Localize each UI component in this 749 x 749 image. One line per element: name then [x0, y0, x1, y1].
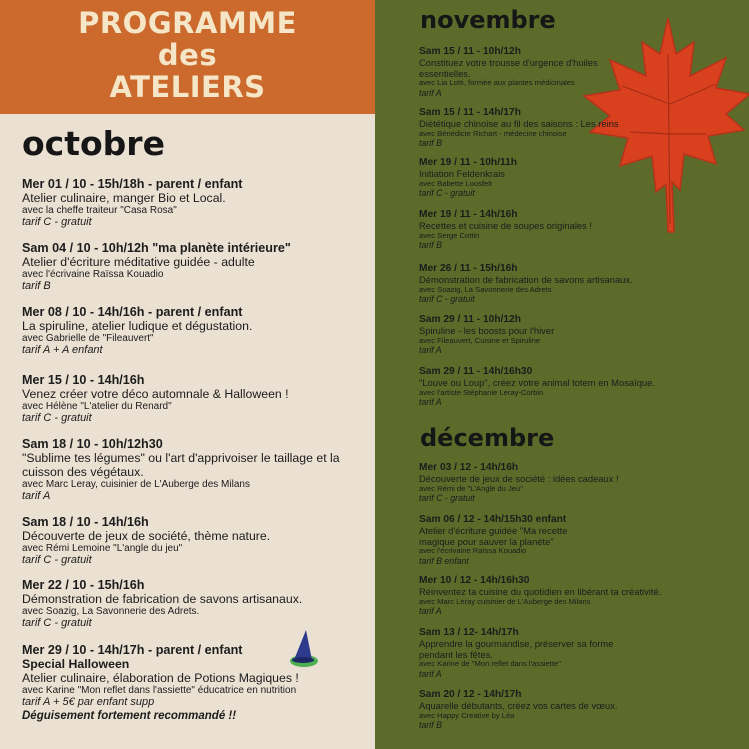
event-special: Special Halloween	[22, 657, 130, 671]
event-title: Démonstration de fabrication de savons artisanaux.	[419, 274, 633, 285]
event-oct-1	[22, 177, 362, 229]
event-title: Atelier culinaire, élaboration de Potions Magiques !	[22, 671, 299, 685]
event-tarif: tarif C - gratuit	[22, 216, 92, 228]
event-tarif: tarif C - gratuit	[419, 294, 475, 304]
event-tarif: tarif C - gratuit	[22, 617, 92, 629]
event-tarif: tarif A	[419, 345, 442, 355]
event-host: avec Marc Leray, cuisinier de L'Auberge des Milans	[22, 479, 250, 490]
event-note: Déguisement fortement recommandé !!	[22, 710, 237, 722]
event-oct-2	[22, 241, 362, 293]
event-title: Découverte de jeux de société, thème nature.	[22, 529, 271, 543]
event-date: Mer 01 / 10 - 15h/18h - parent / enfant	[22, 177, 243, 191]
event-dec-2	[419, 514, 589, 566]
event-title: La spiruline, atelier ludique et dégustation.	[22, 319, 253, 333]
event-host: avec l'écrivaine Raïssa Kouadio	[22, 269, 164, 280]
event-tarif: tarif C - gratuit	[419, 493, 475, 503]
event-title: Apprendre la gourmandise, préserver sa forme pendant les fêtes.	[419, 638, 614, 660]
event-date: Mer 29 / 10 - 14h/17h - parent / enfant	[22, 643, 243, 657]
event-host: avec Soazig, La Savonnerie des Adrets	[419, 284, 552, 294]
event-date: Mer 22 / 10 - 15h/16h	[22, 578, 145, 592]
event-host: avec Serge Cottin	[419, 230, 480, 240]
event-dec-3	[419, 575, 729, 616]
event-title: Spiruline - les boosts pour l'hiver	[419, 325, 555, 336]
event-host: avec Soazig, La Savonnerie des Adrets.	[22, 606, 200, 617]
event-title: Réinventez ta cuisine du quotidien en libérant ta créativité.	[419, 586, 662, 597]
event-title: Recettes et cuisine de soupes originales !	[419, 220, 593, 231]
event-title: Initiation Feldenkrais	[419, 168, 505, 179]
event-host: avec Lia Lotti, formée aux plantes médicinales	[419, 78, 575, 87]
event-oct-5	[22, 437, 340, 503]
event-tarif: tarif C - gratuit	[419, 188, 475, 198]
event-dec-4	[419, 627, 649, 679]
event-tarif: tarif B	[419, 138, 442, 148]
event-tarif: tarif B enfant	[419, 555, 469, 566]
event-title: Constituez votre trousse d'urgence d'huiles essentielles.	[419, 57, 598, 79]
event-host: avec Fileauvert, Cuisine et Spiruline	[419, 335, 541, 345]
event-nov-3	[419, 157, 659, 198]
event-title: "Louve ou Loup", créez votre animal totem en Mosaïque.	[419, 377, 655, 388]
event-date: Sam 18 / 10 - 10h/12h30	[22, 437, 163, 451]
event-date: Sam 04 / 10 - 10h/12h "ma planète intérieure"	[22, 241, 291, 255]
event-oct-6	[22, 515, 362, 567]
witch-hat-icon	[286, 628, 322, 670]
event-title: Aquarelle débutants, créez vos cartes de vœux.	[419, 700, 618, 711]
event-date: Mer 19 / 11 - 14h/16h	[419, 209, 518, 220]
event-tarif: tarif A	[22, 490, 51, 502]
event-host: avec Rémi de "L'Angle du Jeu"	[419, 483, 523, 493]
event-oct-7	[22, 578, 362, 630]
event-tarif: tarif A	[419, 668, 442, 679]
header-banner	[0, 0, 375, 114]
event-title: Atelier culinaire, manger Bio et Local.	[22, 191, 226, 205]
event-date: Sam 29 / 11 - 14h/16h30	[419, 366, 533, 377]
event-nov-7	[419, 366, 729, 407]
event-tarif: tarif C - gratuit	[22, 412, 92, 424]
event-date: Mer 03 / 12 - 14h/16h	[419, 462, 519, 473]
event-date: Sam 20 / 12 - 14h/17h	[419, 689, 522, 700]
event-tarif: tarif A + 5€ par enfant supp	[22, 696, 155, 708]
header-line-2: des	[157, 38, 218, 72]
event-date: Sam 15 / 11 - 14h/17h	[419, 107, 521, 118]
event-title: Atelier d'écriture méditative guidée - adulte	[22, 255, 255, 269]
event-host: avec l'écrivaine Raïssa Kouadio	[419, 546, 527, 555]
event-host: avec Marc Leray cuisinier de L'Auberge des Milans	[419, 596, 591, 606]
event-tarif: tarif A	[419, 397, 442, 407]
event-tarif: tarif A	[419, 87, 442, 98]
event-tarif: tarif B	[419, 240, 442, 250]
header-line-3: ATELIERS	[109, 70, 266, 104]
event-title: Démonstration de fabrication de savons artisanaux.	[22, 592, 303, 606]
event-title: Découverte de jeux de société : idées cadeaux !	[419, 473, 619, 484]
event-tarif: tarif C - gratuit	[22, 554, 92, 566]
event-title: Venez créer votre déco automnale & Halloween !	[22, 387, 289, 401]
event-date: Mer 19 / 11 - 10h/11h	[419, 157, 517, 168]
event-tarif: tarif A + A enfant	[22, 344, 103, 356]
event-nov-6	[419, 314, 719, 355]
event-host: avec Karine "Mon reflet dans l'assiette" éducatrice en nutrition	[22, 685, 297, 696]
event-host: avec Karine de "Mon reflet dans l'assiette"	[419, 659, 561, 668]
event-date: Sam 06 / 12 - 14h/15h30 enfant	[419, 514, 567, 525]
event-host: avec la cheffe traiteur "Casa Rosa"	[22, 205, 177, 216]
event-date: Mer 15 / 10 - 14h/16h	[22, 373, 145, 387]
event-date: Sam 18 / 10 - 14h/16h	[22, 515, 149, 529]
december-heading: décembre	[420, 424, 555, 452]
event-date: Sam 29 / 11 - 10h/12h	[419, 314, 521, 325]
event-host: avec Babette Loosfelt	[419, 178, 493, 188]
event-oct-3	[22, 305, 362, 357]
event-title: Diététique chinoise au fil des saisons : Les reins	[419, 118, 619, 129]
event-host: avec Hélène "L'atelier du Renard"	[22, 401, 172, 412]
event-oct-4	[22, 373, 362, 425]
event-title: Atelier d'écriture guidée "Ma recette magique pour sauver la planète"	[419, 525, 568, 547]
event-host: avec Bénédicte Richart - médecine chinoise	[419, 128, 567, 138]
event-nov-4	[419, 209, 659, 250]
event-dec-5	[419, 689, 719, 730]
event-date: Mer 26 / 11 - 15h/16h	[419, 263, 518, 274]
event-dec-1	[419, 462, 719, 503]
november-heading: novembre	[420, 6, 556, 34]
event-host: avec Happy Creative by Léa	[419, 710, 515, 720]
event-tarif: tarif B	[22, 280, 51, 292]
event-date: Mer 08 / 10 - 14h/16h - parent / enfant	[22, 305, 243, 319]
event-host: avec Rémi Lemoine "L'angle du jeu"	[22, 543, 183, 554]
event-tarif: tarif A	[419, 606, 442, 616]
event-host: avec Gabrielle de "Fileauvert"	[22, 333, 154, 344]
event-nov-1	[419, 46, 634, 98]
header-line-1: PROGRAMME	[78, 6, 297, 40]
event-nov-2	[419, 107, 659, 148]
event-title: "Sublime tes légumes" ou l'art d'apprivoiser le taillage et la cuisson des végétaux.	[22, 451, 340, 479]
october-heading: octobre	[22, 124, 165, 163]
event-host: avec l'artiste Stéphanie Leray-Corbin	[419, 387, 544, 397]
event-date: Sam 15 / 11 - 10h/12h	[419, 46, 521, 57]
event-nov-5	[419, 263, 719, 304]
event-date: Mer 10 / 12 - 14h/16h30	[419, 575, 530, 586]
event-tarif: tarif B	[419, 720, 442, 730]
event-date: Sam 13 / 12- 14h/17h	[419, 627, 519, 638]
